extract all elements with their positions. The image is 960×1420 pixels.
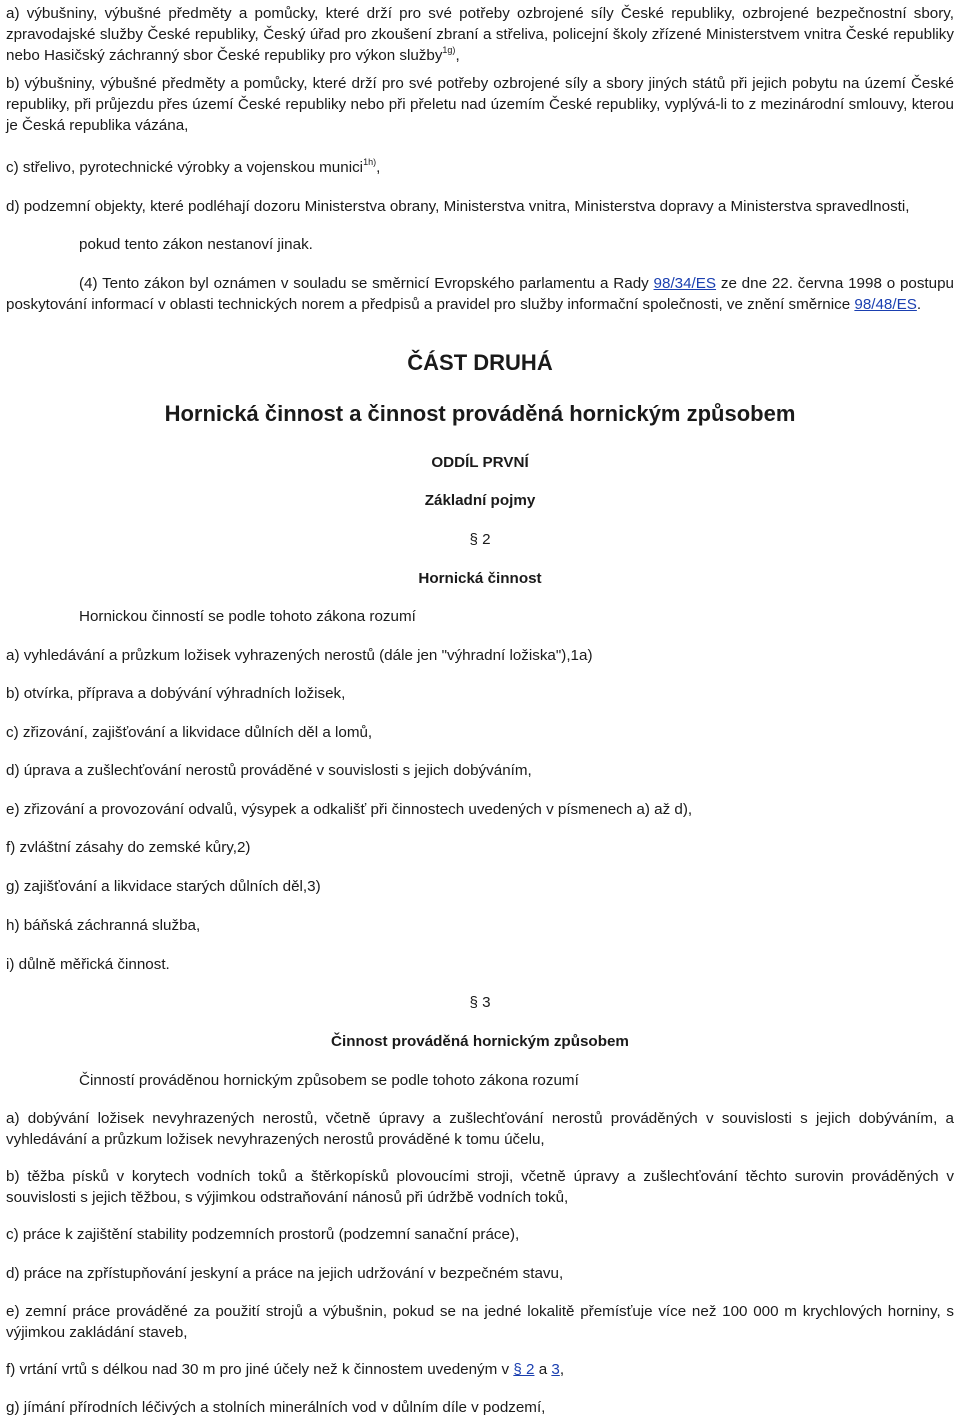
section-number: § 2 xyxy=(469,531,491,548)
part-heading: ČÁST DRUHÁ xyxy=(407,350,553,375)
list-item: d) práce na zpřístupňování jeskyní a práce na jejich udržování v bezpečném stavu, xyxy=(6,1265,564,1282)
footnote-ref: 1g) xyxy=(442,44,456,55)
list-item: g) jímání přírodních léčivých a stolních minerálních vod v důlním díle v podzemí, xyxy=(6,1399,546,1416)
section-intro: Činností prováděnou hornickým způsobem se podle tohoto zákona rozumí xyxy=(79,1072,579,1089)
list-item: b) výbušniny, výbušné předměty a pomůcky, které drží pro své potřeby ozbrojené síly a sbory jiných států při jejich pobytu na území České republiky, při průjezdu přes území České republiky nebo při přeletu nad územím České republiky, vyplývá-li to z mezinárodní smlouvy, kterou je Česká republika vázána, xyxy=(6,75,954,134)
list-item: d) úprava a zušlechťování nerostů prováděné v souvislosti s jejich dobýváním, xyxy=(6,762,532,779)
list-item: e) zřizování a provozování odvalů, výsypek a odkališť při činnostech uvedených v písmenech a) až d), xyxy=(6,801,693,818)
list-item: d) podzemní objekty, které podléhají dozoru Ministerstva obrany, Ministerstva vnitra, Ministerstva dopravy a Ministerstva spravedlnosti, xyxy=(6,198,910,215)
list-item: c) zřizování, zajišťování a likvidace důlních děl a lomů, xyxy=(6,724,373,741)
section-link[interactable]: 3 xyxy=(551,1361,560,1378)
list-item: b) otvírka, příprava a dobývání výhradních ložisek, xyxy=(6,685,346,702)
list-item: i) důlně měřická činnost. xyxy=(6,956,170,973)
section-intro: Hornickou činností se podle tohoto zákona rozumí xyxy=(79,608,416,625)
footnote-ref: 1h) xyxy=(363,156,377,167)
paragraph: (4) Tento zákon byl oznámen v souladu se směrnicí Evropského parlamentu a Rady 98/34/ES ze dne 22. června 1998 o postupu poskytování informací v oblasti technických norem a předpisů a pravidel pro služby informační společnosti, ve znění směrnice 98/48/ES. xyxy=(6,275,954,313)
section-title: Činnost prováděná hornickým způsobem xyxy=(331,1033,629,1050)
list-item: f) zvláštní zásahy do zemské kůry,2) xyxy=(6,839,251,856)
section-title: Hornická činnost xyxy=(418,570,542,587)
division-heading: ODDÍL PRVNÍ xyxy=(431,454,529,471)
section-number: § 3 xyxy=(469,994,491,1011)
list-item: e) zemní práce prováděné za použití strojů a výbušnin, pokud se na jedné lokalitě přemísťuje více než 100 000 m krychlových horniny, s výjimkou zakládání staveb, xyxy=(6,1303,954,1341)
list-item: a) výbušniny, výbušné předměty a pomůcky, které drží pro své potřeby ozbrojené síly České republiky, ozbrojené bezpečnostní sbory, zpravodajské služby České republiky, Český úřad pro zkoušení zbraní a střeliva, policejní školy zřízené Ministerstvem vnitra České republiky nebo Hasičský záchranný sbor České republiky pro výkon služby$^{1g)}$, xyxy=(6,5,954,64)
directive-link[interactable]: 98/48/ES xyxy=(854,296,917,313)
list-item-tail: pokud tento zákon nestanoví jinak. xyxy=(79,236,313,253)
division-title: Základní pojmy xyxy=(424,492,536,509)
list-item: a) dobývání ložisek nevyhrazených nerostů, včetně úpravy a zušlechťování nerostů prováděných v souvislosti s jejich dobýváním, a vyhledávání a průzkum ložisek nevyhrazených nerostů prováděné k tomu účelu, xyxy=(6,1110,954,1148)
list-item: g) zajišťování a likvidace starých důlních děl,3) xyxy=(6,878,321,895)
section-link[interactable]: § 2 xyxy=(513,1361,535,1378)
list-item: f) vrtání vrtů s délkou nad 30 m pro jiné účely než k činnostem uvedeným v § 2 a 3, xyxy=(6,1361,565,1378)
part-title: Hornická činnost a činnost prováděná hornickým způsobem xyxy=(164,401,796,426)
list-item: b) těžba písků v korytech vodních toků a štěrkopísků plovoucími stroji, včetně úpravy a zušlechťování těchto surovin prováděných v souvislosti s jejich těžbou, s výjimkou odstraňování nánosů při údržbě vodních toků, xyxy=(6,1168,954,1206)
list-item: h) báňská záchranná služba, xyxy=(6,917,201,934)
list-item: c) práce k zajištění stability podzemních prostorů (podzemní sanační práce), xyxy=(6,1226,520,1243)
list-item: a) vyhledávání a průzkum ložisek vyhrazených nerostů (dále jen "výhradní ložiska"),1a) xyxy=(6,647,593,664)
list-item: c) střelivo, pyrotechnické výrobky a vojenskou munici$^{1h)}$, xyxy=(6,156,381,176)
directive-link[interactable]: 98/34/ES xyxy=(653,275,717,292)
